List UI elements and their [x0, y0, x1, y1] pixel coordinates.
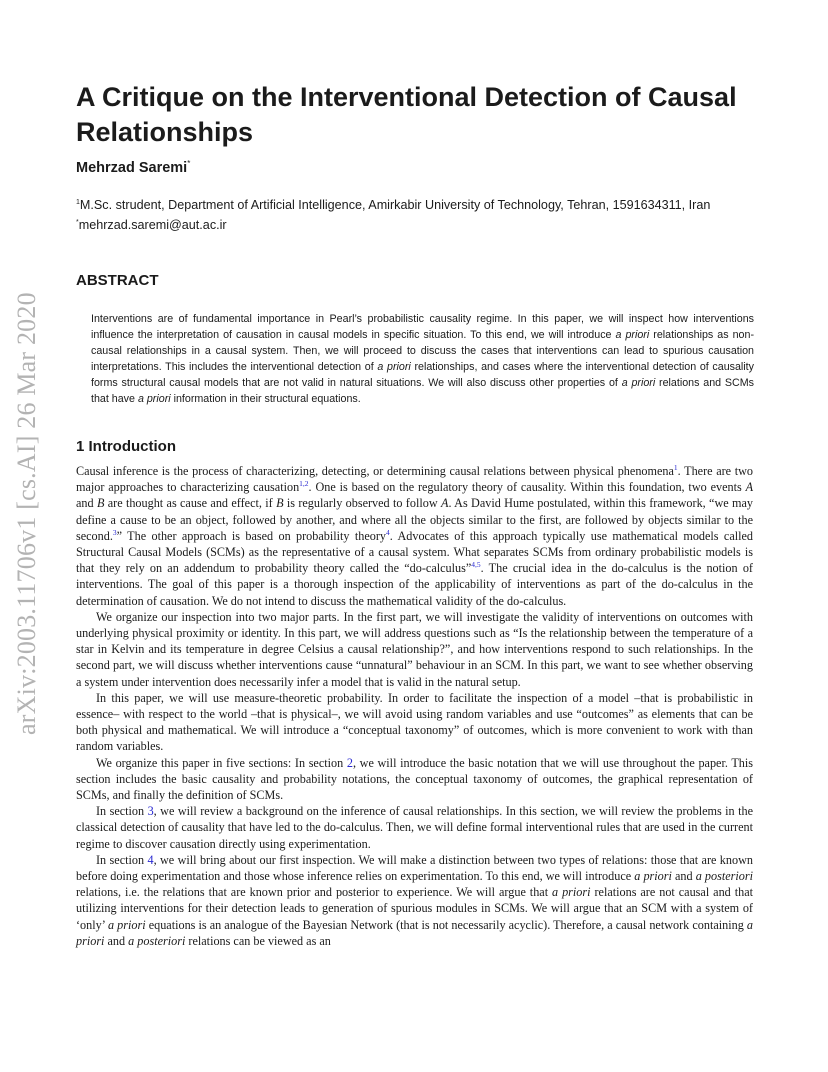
intro-paragraph-5 — [76, 803, 753, 852]
text-segment: In section — [96, 852, 148, 867]
math-symbol: B — [276, 496, 284, 511]
section-ref-link[interactable]: 3 — [147, 804, 154, 819]
abstract-text — [91, 311, 754, 407]
text-segment: relations can be viewed as an — [185, 933, 331, 948]
abstract-segment: relationships, and cases where the interventional detection of causality forms structural causal models that are not valid in natural situations. We will also discuss other properties of — [91, 361, 754, 389]
abstract-emphasis: a priori — [615, 329, 650, 341]
emphasis: a priori — [634, 869, 672, 884]
intro-paragraph-4 — [76, 755, 753, 804]
email-line — [76, 214, 756, 234]
affiliation-block — [76, 194, 756, 234]
arxiv-watermark: arXiv:2003.11706v1 [cs.AI] 26 Mar 2020 — [12, 292, 41, 735]
email-mark: * — [76, 219, 79, 227]
text-segment: relations are not causal and that utilizing interventions for their detection leads to generation of spurious modules in SCMs. We will argue that an SCM with a system of ‘only’ — [76, 885, 753, 932]
abstract-segment: relationships as non-causal relationships in a causal system. Then, we will proceed to discuss the cases that interventions can lead to spurious causation interpretations. This includes the interventional detection of — [91, 329, 755, 373]
section-ref-link[interactable]: 4 — [147, 852, 154, 867]
emphasis: a priori — [107, 917, 146, 932]
affiliation-line — [76, 194, 756, 214]
text-segment: is regularly observed to follow — [283, 496, 441, 511]
author-line — [76, 159, 190, 176]
citation-link[interactable]: 4,5 — [471, 560, 481, 570]
text-segment: . Advocates of this approach typically use mathematical models called Structural Causal Models (SCMs) as the representative of a causal system. What separates SCMs from ordinary probabilistic models is that they rely on an addendum to probability theory called the “do-calculus” — [76, 528, 753, 576]
intro-paragraph-6 — [76, 852, 753, 949]
intro-paragraph-1 — [76, 463, 753, 609]
affiliation-text: M.Sc. strudent, Department of Artificial Intelligence, Amirkabir University of Technology, Tehran, 1591634311, Iran — [79, 198, 711, 213]
emphasis: a priori — [76, 917, 753, 948]
text-segment: . There are two major approaches to characterizing causation — [76, 464, 753, 495]
text-segment: relations, i.e. the relations that are known prior and posterior to experience. We will argue that — [76, 885, 553, 900]
abstract-segment: relations and SCMs that have — [91, 377, 754, 405]
citation-link[interactable]: 1 — [673, 462, 678, 472]
abstract-heading: ABSTRACT — [76, 272, 159, 289]
text-segment: ” The other approach is based on probability theory — [116, 528, 386, 543]
section-heading-introduction: 1 Introduction — [76, 438, 176, 455]
text-segment: are thought as cause and effect, if — [104, 496, 277, 511]
citation-link[interactable]: 4 — [386, 527, 390, 537]
emphasis: a posteriori — [128, 933, 186, 948]
citation-link[interactable]: 3 — [112, 527, 117, 537]
emphasis: a priori — [552, 885, 591, 900]
abstract-emphasis: a priori — [621, 377, 656, 389]
text-segment: , we will introduce the basic notation that we will use throughout the paper. This section includes the basic causality and probability notations, the conceptual taxonomy of outcomes, the graphical representation of SCMs, and finally the definition of SCMs. — [76, 755, 753, 803]
abstract-segment: Interventions are of fundamental importance in Pearl’s probabilistic causality regime. In this paper, we will inspect how interventions influence the interpretation of causation in causal models in specific situation. To this end, we will introduce — [91, 313, 754, 341]
text-segment: and — [671, 869, 696, 884]
introduction-body — [76, 463, 753, 949]
math-symbol: B — [96, 496, 105, 511]
text-segment: , we will review a background on the inference of causal relationships. In this section, we will review the problems in the classical detection of causality that have led to the do-calculus. Then, we will define formal interventional rules that are used in the current regime to discover causation directly using experimentation. — [76, 804, 753, 851]
abstract-emphasis: a priori — [137, 393, 171, 405]
section-ref-link[interactable]: 2 — [346, 755, 353, 770]
text-segment: We organize this paper in five sections: In section — [96, 755, 347, 770]
math-symbol: A — [440, 496, 449, 511]
intro-paragraph-3: In this paper, we will use measure-theoretic probability. In order to facilitate the inspection of a model –that is probabilistic in essence– with respect to the world –that is physical–, we will avoid using random variables and use “outcomes” as elements that can be both physical and mathematical. We will introduce a “conceptual taxonomy” of outcomes, which is more convenient to work with than random variables. — [76, 690, 753, 754]
text-segment: . The crucial idea in the do-calculus is the notion of interventions. The goal of this paper is a thorough inspection of the applicability of interventions as part of the do-calculus in the determination of causation. We do not intend to discuss the mathematical validity of the do-calculus. — [76, 561, 753, 608]
author-mark: * — [187, 159, 191, 168]
citation-link[interactable]: 1,2 — [299, 479, 309, 489]
author-email[interactable]: mehrzad.saremi@aut.ac.ir — [78, 218, 227, 233]
emphasis: a posteriori — [695, 869, 753, 884]
abstract-segment: information in their structural equations. — [170, 393, 361, 405]
paper-title: A Critique on the Interventional Detection of Causal Relationships — [76, 82, 737, 147]
text-segment: . One is based on the regulatory theory of causality. Within this foundation, two events — [308, 480, 746, 495]
text-segment: , we will bring about our first inspection. We will make a distinction between two types of relations: those that are known before doing experimentation and those whose inference relies on experimentation. To this end, we will introduce — [76, 852, 753, 884]
math-symbol: A — [745, 480, 754, 495]
text-segment: equations is an analogue of the Bayesian Network (that is not necessarily acyclic). Therefore, a causal network containing — [145, 917, 747, 932]
affiliation-mark: 1 — [76, 199, 80, 206]
text-segment: . As David Hume postulated, within this framework, “we may define a cause to be an object, followed by another, and where all the objects similar to the first, are followed by objects similar to the second. — [76, 496, 753, 543]
text-segment: Causal inference is the process of characterizing, detecting, or determining causal relations between physical phenomena — [76, 464, 674, 478]
text-segment: and — [76, 496, 97, 511]
text-segment: In section — [96, 804, 148, 819]
intro-paragraph-2: We organize our inspection into two major parts. In the first part, we will investigate the validity of interventions on outcomes with underlying physical proximity or identity. In this part, we will address questions such as “Is the relationship between the temperature of a star in Kelvin and its temperature in degree Celsius a causal relationship?”, and how interventions respond to such relationships. In the second part, we will discuss whether interventions cause “unnatural” behaviour in an SCM. In this part, we want to see whether observing a system under intervention does necessarily infer a model that is valid in the natural setup. — [76, 609, 753, 689]
author-name: Mehrzad Saremi — [76, 159, 188, 176]
text-segment: and — [104, 933, 129, 948]
abstract-emphasis: a priori — [377, 361, 411, 373]
